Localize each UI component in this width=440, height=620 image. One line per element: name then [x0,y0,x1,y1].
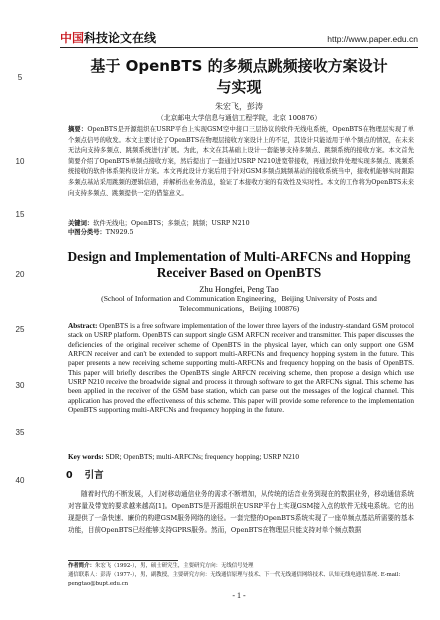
footnote-author [68,562,414,571]
logo-text-prefix: 中国 [60,31,85,45]
footnote-rule [68,560,178,561]
cn-keywords-text: 软件无线电；OpenBTS；多频点；跳频；USRP N210 [93,220,250,227]
line-number: 25 [15,325,25,334]
en-affiliation-line: (School of Information and Communication Engineering，Beijing University of Posts and [101,294,377,303]
header-rule [60,47,418,48]
section-title: 引言 [84,470,104,481]
footnote-author-text: 朱宏飞（1992-），男，硕士研究生，主要研究方向：无线信号处理 [94,563,254,569]
cn-authors: 朱宏飞，彭涛 [215,102,263,111]
cn-classification [68,228,414,238]
line-number: 10 [15,157,25,166]
en-affiliation [80,294,398,313]
page-number: - 1 - [232,591,246,600]
site-logo[interactable] [60,30,156,46]
logo-text-main: 科技论文在线 [84,31,157,45]
footnote-contact: 通信联系人：彭涛（1977-），男，副教授，主要研究方向：无线通信原理与技术、下一代无线通信网络技术、认知无线电通信系统. E-mail: pengtao@bupt.edu.cn [68,572,401,587]
section-heading [66,469,116,483]
cn-abstract [68,125,414,199]
line-number: 15 [15,210,25,219]
en-title-line: Design and Implementation of Multi-ARFCNs and Hopping [67,249,411,264]
cn-affiliation: （北京邮电大学信息与通信工程学院，北京 100876） [156,114,322,122]
cn-abstract-text: OpenBTS是开源组织在USRP平台上实现GSM空中接口三层协议的软件无线电系统，OpenBTS在物理层实现了单个频点信号的收发。本文主要讨论了OpenBTS在物理层接收方案设计上的不足，其设计只能适用于单个频点的情况，在未来无法向支持多频点、跳频系统进行扩展。为此，本文在其基础上设计一套能够支持多频点、跳频系统的接收方案。本文首先简要介绍了OpenBTS单频点接收方案，然后提出了一套通过USRP N210进宽带接收，再通过软件处理实现多频点、跳频系统接收的软件体系架构设计方案。本文再此设计方案后用于针对GSM多频点跳频基站的接收系统当中，接收机能够实时跟踪多频点基站采用跳频的逻辑信道，并解析出业务消息，验证了本接收方案的有效性及实时性。本文的工作将为OpenBTS未来向支持多频点、跳频提供一定的借鉴意义。 [68,126,415,197]
en-authors: Zhu Hongfei, Peng Tao [199,284,279,294]
line-number: 35 [15,428,25,437]
line-number: 40 [15,476,25,485]
line-number: 30 [15,381,25,390]
body-paragraph: 随着时代的不断发展，人们对移动通信业务的需求不断增加，从传统的话音业务到现在的数据业务，移动通信系统对容量及带宽的要求越来越高[1]。OpenBTS是开源组织在USRP平台上实现GSM接入点的软件无线电系统。它的出现提供了一条快速、廉价的构建GSM服务网络的途径。一套完整的OpenBTS系统实现了一座单频点基站所需要的基本功能，目前OpenBTS已经能够支持GPRS服务。然而，OpenBTS在物理层只能支持对单个频点数据 [68,490,414,535]
en-abstract-label: Abstract: [68,322,98,330]
en-affiliation-line: Telecommunications，Beijing 100876) [178,303,300,313]
cn-classification-number: TN929.5 [105,229,134,236]
en-title-line: Receiver Based on OpenBTS [156,265,322,280]
cn-title-line: 与实现 [216,78,262,96]
en-abstract [68,322,414,415]
en-keywords [68,453,414,463]
cn-title [60,56,418,98]
footnote-author-label: 作者简介： [68,563,95,569]
en-title [60,249,418,281]
cn-title-line: 基于 OpenBTS 的多频点跳频接收方案设计 [90,57,388,75]
en-abstract-text: OpenBTS is a free software implementation of the lower three layers of the industry-standard GSM protocol stack on USRP platform. OpenBTS can support single GSM ARFCN receiver and transmitter. This paper discusses the deficiencies of the original receiver scheme of OpenBTS in the physical layer, which can only support one GSM ARFCN receiver and can't be extended to support multi-ARFCNs and frequency hopping system in the future. This paper presents a new receiving scheme supporting multi-ARFCNs and frequency hopping on the basis of OpenBTS. This paper will briefly describes the OpenBTS single ARFCN receiving scheme, then propose a design which use USRP N210 receive the broadwide signal and process it through software to get the ARFCNs signal. This scheme has been applied in the receiver of the GSM base station, which can parse out the messages of the logical channel. This application has proved the effectiveness of this scheme. This paper will provide some reference to the implementation OpenBTS supporting multi-ARFCNs and frequency hopping in the future. [68,322,415,415]
en-keywords-label: Key words: [68,453,104,461]
line-number: 20 [15,270,25,279]
section-number: 0 [66,470,73,481]
cn-classification-label: 中图分类号： [68,229,106,236]
cn-abstract-label: 摘要： [68,126,88,133]
page-header [60,30,418,46]
en-keywords-text: SDR; OpenBTS; multi-ARFCNs; frequency hopping; USRP N210 [105,453,299,461]
header-url[interactable]: http://www.paper.edu.cn [327,34,418,44]
cn-keywords-label: 关键词： [68,220,94,227]
line-number: 5 [17,73,23,82]
